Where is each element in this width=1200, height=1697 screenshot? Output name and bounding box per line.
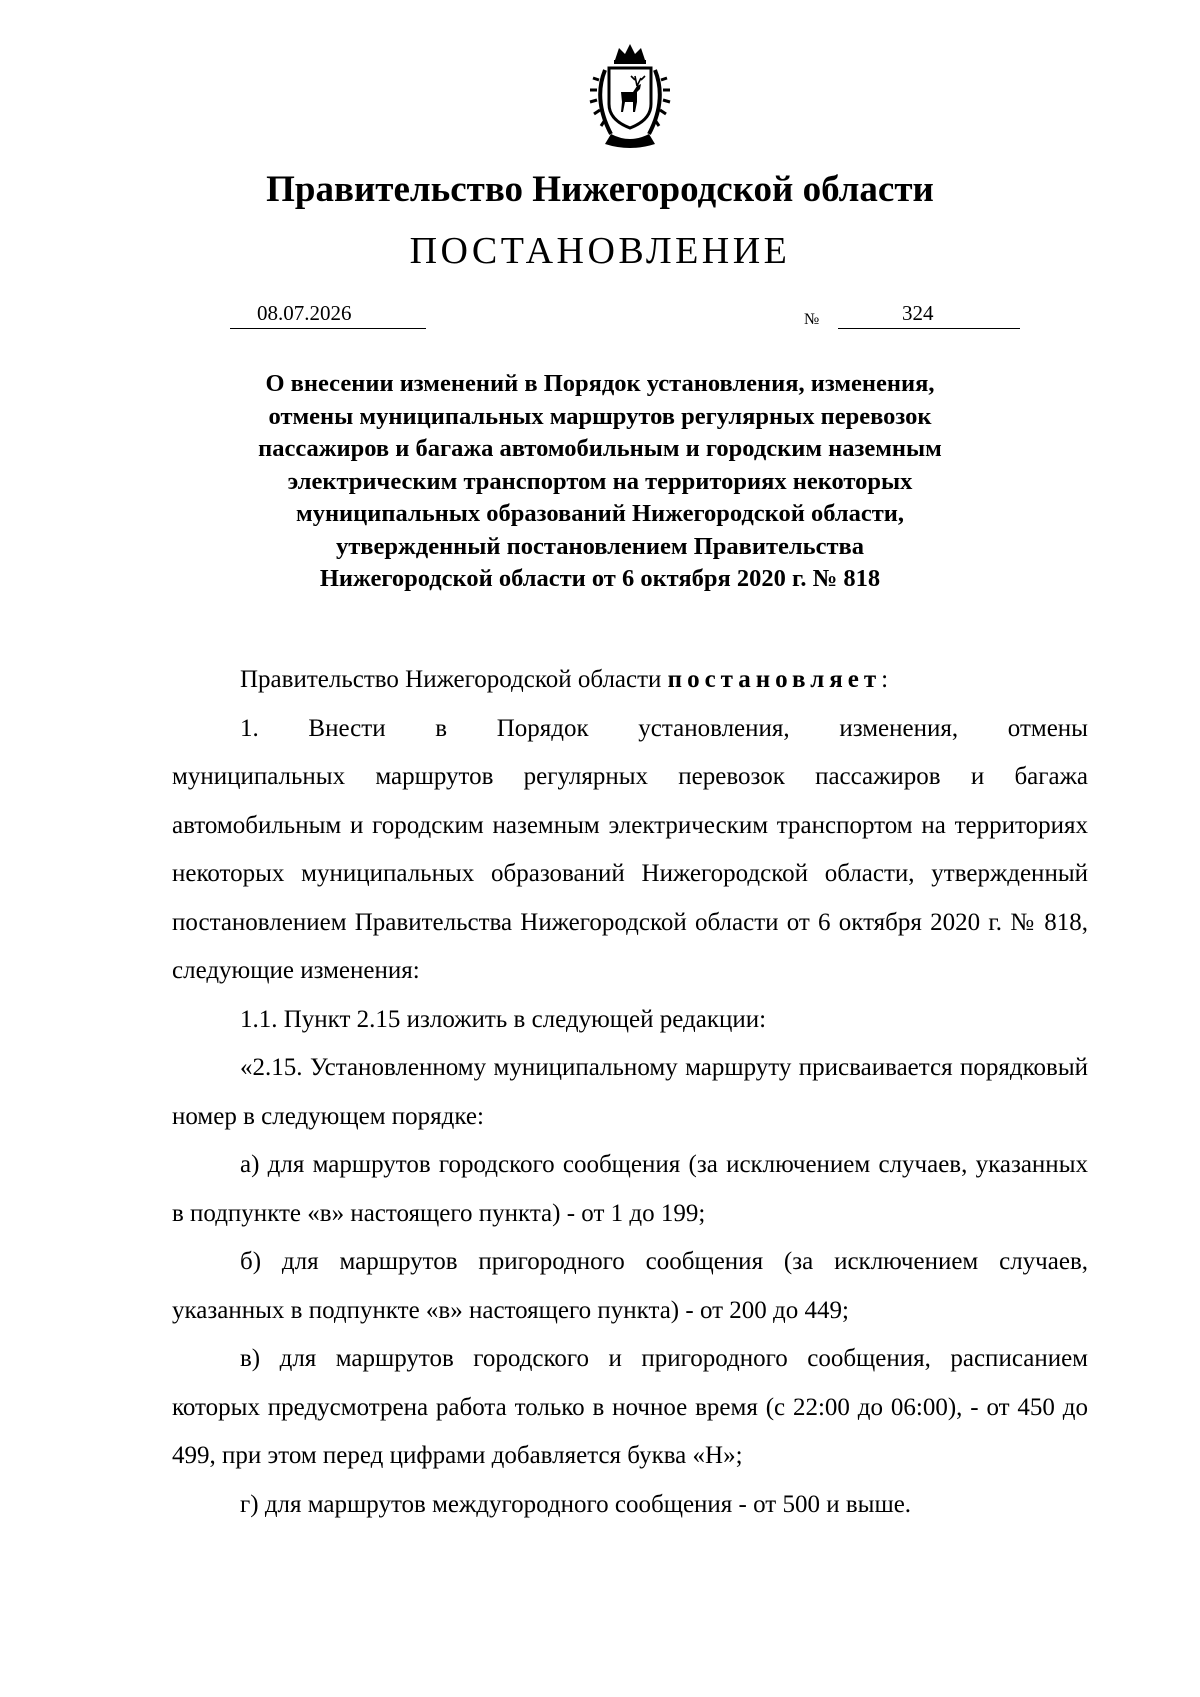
item-a: а) для маршрутов городского сообщения (за исключением случаев, указанных в подпункте «в» настоящего пункта) - от 1 до 199; [172, 1151, 1088, 1227]
subject-line: утвержденный постановлением Правительства [336, 532, 864, 560]
subject-line: Нижегородской области от 6 октября 2020 г. № 818 [319, 565, 881, 592]
subject-line: пассажиров и багажа автомобильным и городским наземным [258, 435, 942, 462]
document-number [838, 298, 1020, 329]
paragraph-1-1: 1.1. Пункт 2.15 изложить в следующей редакции: [240, 1005, 767, 1033]
number-sign: № [804, 311, 820, 328]
document-body [172, 656, 1088, 1529]
item-v: в) для маршрутов городского и пригородного сообщения, расписанием которых предусмотрена работа только в ночное время (с 22:00 до 06:00), - от 450 до 499, при этом перед цифрами добавляется буква «Н»; [172, 1345, 1088, 1469]
paragraph-1-first-line: 1. Внести в Порядок установления, изменения, отмены [240, 714, 1088, 742]
resolves-word: постановляет [667, 666, 882, 693]
item-g: г) для маршрутов междугородного сообщения - от 500 и выше. [240, 1490, 912, 1518]
subject-line: муниципальных образований Нижегородской области, [296, 500, 904, 527]
coat-of-arms-icon [575, 40, 685, 152]
subject-line: отмены муниципальных маршрутов регулярных перевозок [268, 402, 932, 430]
subject-line: электрическим транспортом на территориях некоторых [287, 467, 913, 495]
preamble: Правительство Нижегородской области постановляет: [240, 666, 889, 693]
date-value: 08.07.2026 [257, 301, 352, 325]
paragraph-1-text: муниципальных маршрутов регулярных перевозок пассажиров и багажа автомобильным и городским наземным электрическим транспортом на территориях некоторых муниципальных образований Нижегородской области, утвержденный постановлением Правительства Нижегородской области от 6 октября 2020 г. № 818, следующие изменения: [172, 763, 1088, 984]
organization-title: Правительство Нижегородской области [266, 169, 934, 210]
document-subject [200, 368, 1000, 596]
subject-line: О внесении изменений в Порядок установления, изменения, [265, 370, 935, 397]
document-type: ПОСТАНОВЛЕНИЕ [409, 230, 791, 272]
paragraph-2-15: «2.15. Установленному муниципальному маршруту присваивается порядковый номер в следующем порядке: [172, 1054, 1088, 1130]
number-value: 324 [902, 301, 934, 325]
item-b: б) для маршрутов пригородного сообщения (за исключением случаев, указанных в подпункте «в» настоящего пункта) - от 200 до 449; [172, 1248, 1088, 1324]
document-date [230, 298, 426, 329]
paragraph-1 [172, 705, 1088, 996]
